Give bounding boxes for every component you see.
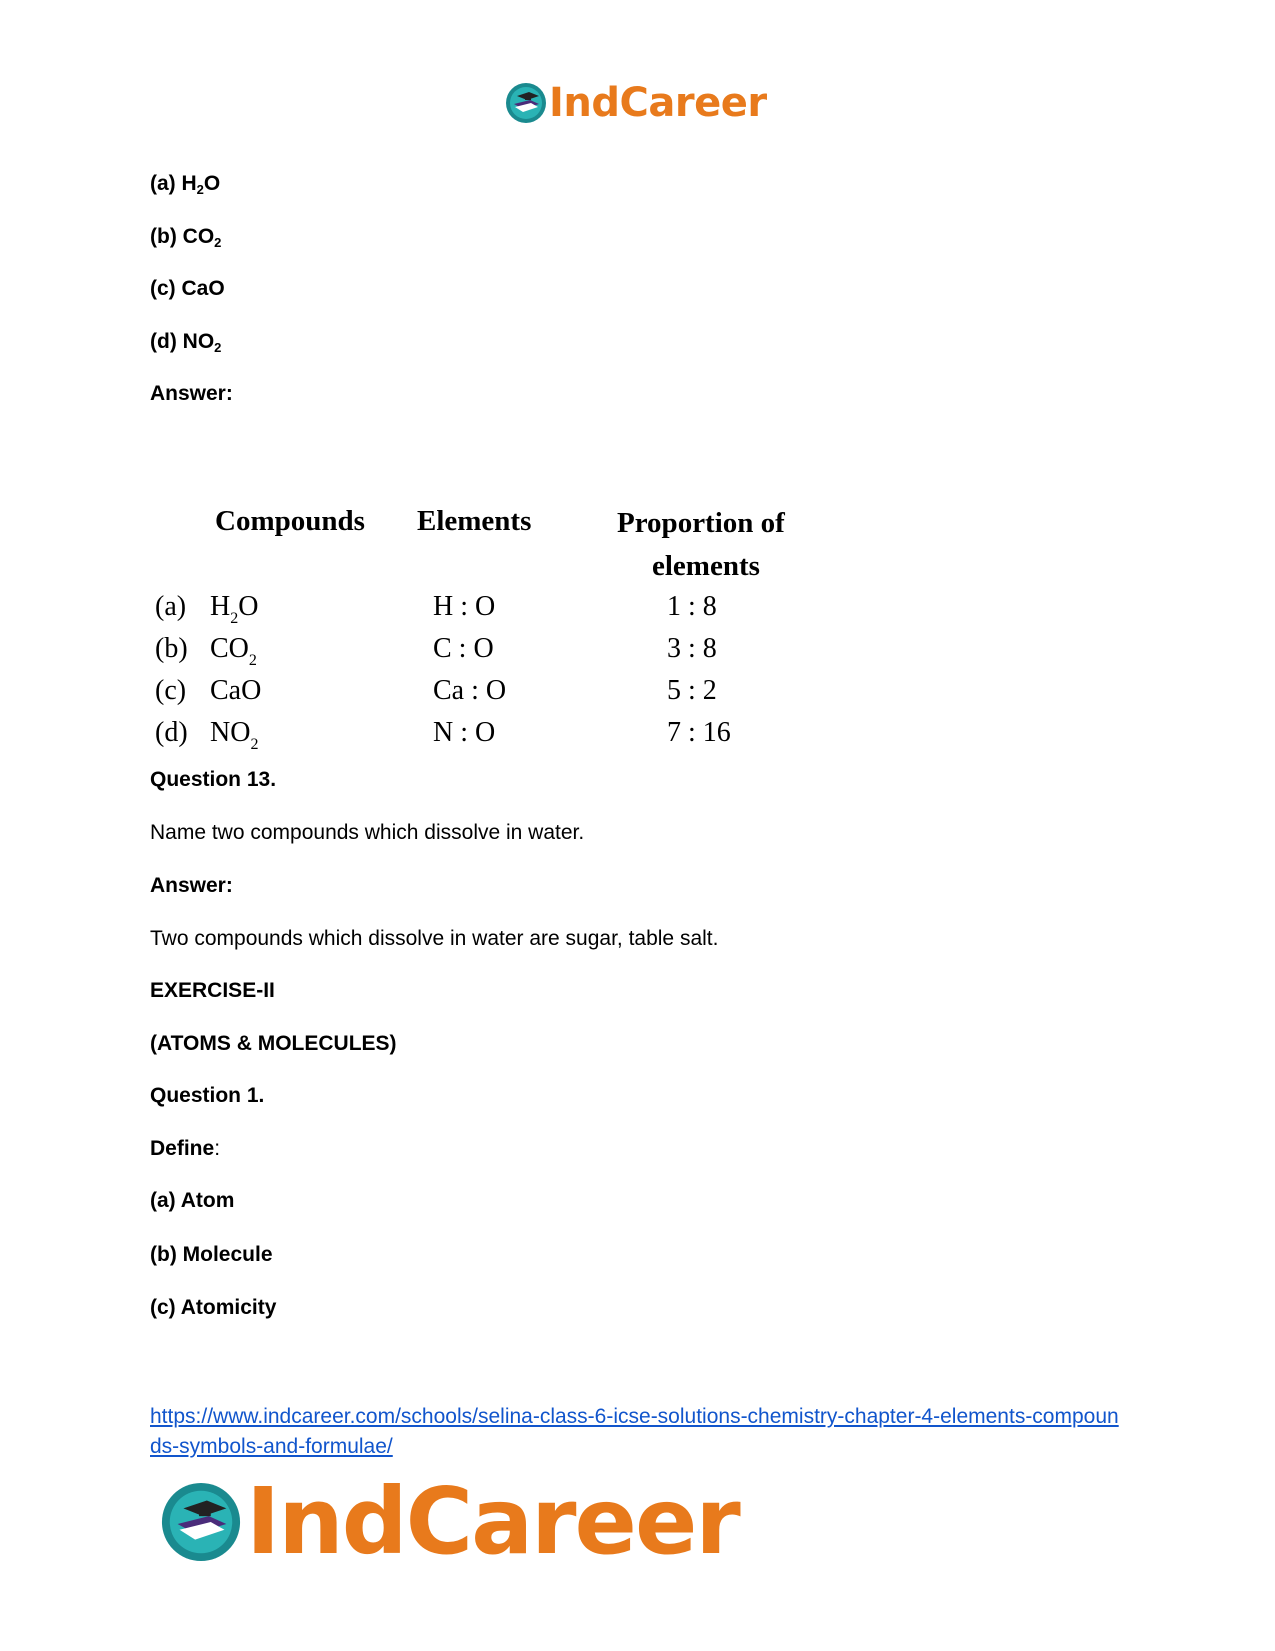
logo-text: IndCareer (246, 1468, 739, 1575)
question-13-answer: Two compounds which dissolve in water are sugar, table salt. (150, 927, 719, 950)
table-row-d-proportion: 7 : 16 (667, 717, 731, 748)
table-row-a-compound: $H_2O$ (210, 591, 259, 627)
table-row-c-index: (c) (155, 675, 187, 706)
header-logo (505, 80, 767, 126)
question-13-text: Name two compounds which dissolve in water. (150, 821, 585, 844)
define-item-atom: (a) Atom (150, 1189, 235, 1212)
table-header-proportion-2: elements (652, 550, 760, 582)
answer-table (155, 505, 855, 775)
table-row-b-compound: $CO_2$ (210, 633, 257, 669)
table-header-compounds: Compounds (215, 505, 365, 537)
question-13-answer-label: Answer: (150, 874, 233, 897)
answer-label: Answer: (150, 382, 233, 405)
define-item-molecule: (b) Molecule (150, 1243, 273, 1266)
option-d: (d) $NO_2$ (150, 330, 222, 355)
table-row-c-proportion: 5 : 2 (667, 675, 717, 706)
option-b: (b) $CO_2$ (150, 225, 222, 250)
table-header-proportion: Proportion of (617, 507, 785, 539)
table-row-d-index: (d) (155, 717, 188, 748)
table-row-b-index: (b) (155, 633, 188, 664)
question-1-title: Question 1. (150, 1084, 265, 1107)
graduate-book-icon (505, 82, 547, 124)
table-row-a-proportion: 1 : 8 (667, 591, 717, 622)
source-link[interactable]: https://www.indcareer.com/schools/selina-class-6-icse-solutions-chemistry-chapter-4-elements-compounds-symbols-and-formulae/ (150, 1405, 1119, 1458)
graduate-book-icon (160, 1481, 242, 1563)
option-a: (a) $H_2O$ (150, 172, 221, 197)
table-row-a-elements: H : O (433, 591, 496, 622)
define-item-atomicity: (c) Atomicity (150, 1296, 277, 1319)
table-row-d-elements: N : O (433, 717, 496, 748)
table-header-elements: Elements (417, 505, 532, 537)
table-row-c-compound: CaO (210, 675, 262, 706)
exercise-title: EXERCISE-II (150, 979, 275, 1002)
table-row-c-elements: Ca : O (433, 675, 507, 706)
logo-text: IndCareer (549, 80, 767, 126)
footer-logo (160, 1468, 739, 1575)
option-c: (c) CaO (150, 277, 225, 300)
table-row-d-compound: $NO_2$ (210, 717, 259, 753)
question-13-title: Question 13. (150, 768, 277, 791)
define-label: Define: (150, 1137, 221, 1160)
table-row-b-proportion: 3 : 8 (667, 633, 717, 664)
table-row-b-elements: C : O (433, 633, 494, 664)
exercise-subtitle: (ATOMS & MOLECULES) (150, 1032, 397, 1055)
table-row-a-index: (a) (155, 591, 187, 622)
